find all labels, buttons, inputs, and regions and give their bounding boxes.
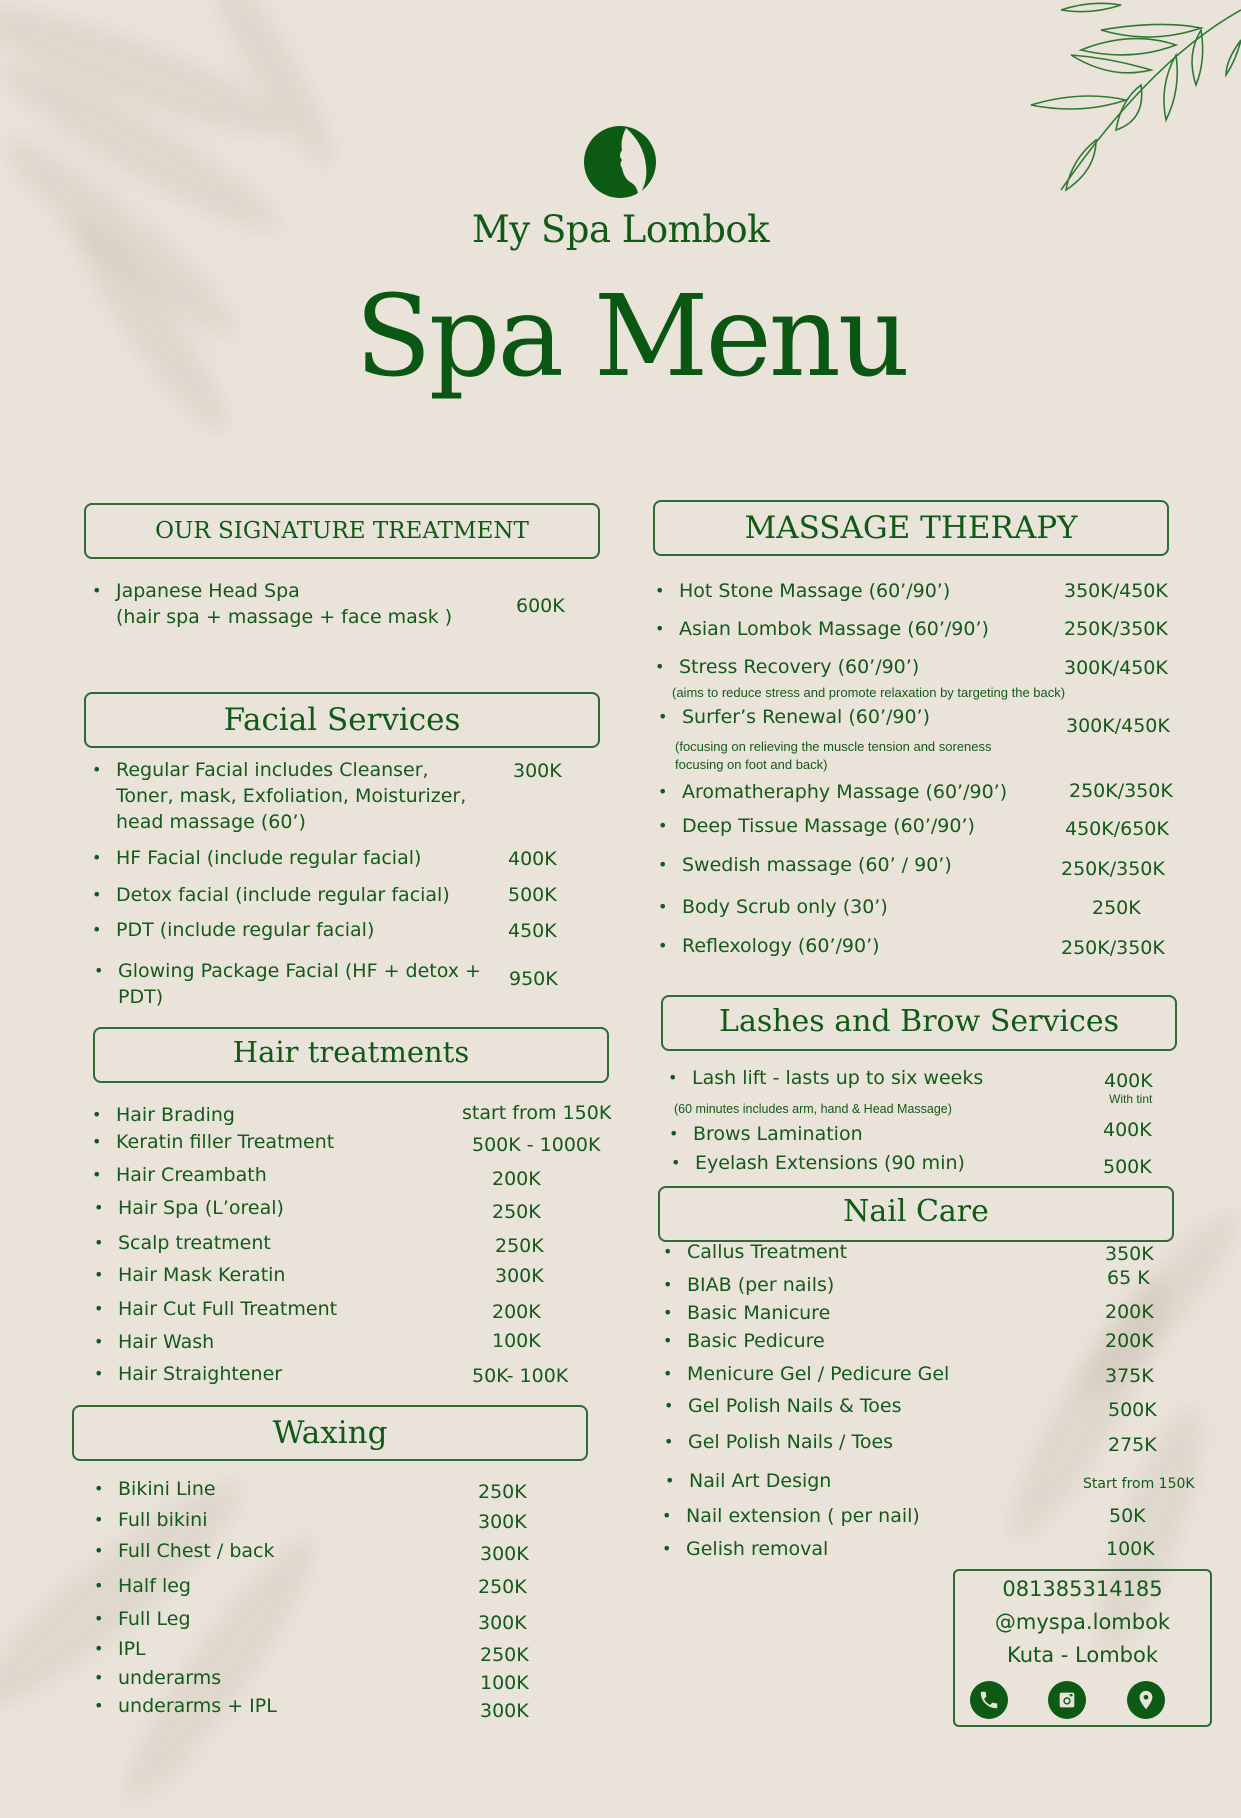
bullet-icon: • bbox=[655, 657, 665, 676]
page-title: Spa Menu bbox=[354, 272, 908, 402]
list-item: • Swedish massage (60’ / 90’) bbox=[658, 854, 952, 876]
contact-box bbox=[953, 1569, 1212, 1727]
price: 250K bbox=[1092, 897, 1141, 919]
list-item: • Asian Lombok Massage (60’/90’) bbox=[655, 618, 989, 640]
list-item: • Gel Polish Nails / Toes bbox=[664, 1431, 894, 1453]
list-item: • underarms bbox=[94, 1667, 222, 1689]
list-item: • Gel Polish Nails & Toes bbox=[664, 1395, 902, 1417]
bullet-icon: • bbox=[94, 1696, 104, 1715]
list-item: • Reflexology (60’/90’) bbox=[658, 935, 880, 957]
price: 200K bbox=[492, 1168, 541, 1190]
price: 250K bbox=[478, 1481, 527, 1503]
price: 250K bbox=[492, 1201, 541, 1223]
list-item: • Hair Brading bbox=[92, 1104, 235, 1126]
section-header-signature: OUR SIGNATURE TREATMENT bbox=[84, 503, 600, 559]
list-item: • Callus Treatment bbox=[663, 1241, 848, 1263]
price: 400K bbox=[508, 848, 557, 870]
brand-name: My Spa Lombok bbox=[471, 208, 770, 251]
price: 450K bbox=[508, 920, 557, 942]
section-header-hair: Hair treatments bbox=[93, 1027, 609, 1083]
price-note: With tint bbox=[1109, 1092, 1153, 1106]
bullet-icon: • bbox=[94, 1233, 104, 1252]
bullet-icon: • bbox=[94, 1265, 104, 1284]
section-header-waxing: Waxing bbox=[72, 1405, 588, 1461]
leaf-branch-icon bbox=[1001, 0, 1241, 200]
list-item: • Detox facial (include regular facial) bbox=[92, 884, 450, 906]
price: 50K bbox=[1109, 1505, 1146, 1527]
bullet-icon: • bbox=[663, 1275, 673, 1294]
price: 275K bbox=[1108, 1434, 1157, 1456]
list-item: • Basic Pedicure bbox=[663, 1330, 825, 1352]
list-item: • Half leg bbox=[94, 1575, 191, 1597]
price: Start from 150K bbox=[1083, 1476, 1195, 1492]
price: 300K bbox=[478, 1612, 527, 1634]
list-item: • Nail extension ( per nail) bbox=[662, 1505, 920, 1527]
bullet-icon: • bbox=[94, 1198, 104, 1217]
bullet-icon: • bbox=[669, 1124, 679, 1143]
list-item: • HF Facial (include regular facial) bbox=[92, 847, 422, 869]
bullet-icon: • bbox=[92, 1132, 102, 1151]
instagram-icon[interactable] bbox=[1048, 1681, 1086, 1719]
bullet-icon: • bbox=[92, 760, 102, 779]
price: 375K bbox=[1105, 1365, 1154, 1387]
price: 250K/350K bbox=[1061, 937, 1165, 959]
list-item: • Stress Recovery (60’/90’) bbox=[655, 656, 920, 678]
list-item: • Hair Straightener bbox=[94, 1363, 283, 1385]
bullet-icon: • bbox=[94, 1639, 104, 1658]
bullet-icon: • bbox=[658, 816, 668, 835]
list-item: • Deep Tissue Massage (60’/90’) bbox=[658, 815, 975, 837]
list-item: • Lash lift - lasts up to six weeks bbox=[668, 1067, 984, 1089]
item-note: (60 minutes includes arm, hand & Head Massage) bbox=[674, 1102, 952, 1116]
bullet-icon: • bbox=[92, 885, 102, 904]
list-item: • Body Scrub only (30’) bbox=[658, 896, 888, 918]
bullet-icon: • bbox=[671, 1153, 681, 1172]
price: 500K bbox=[508, 884, 557, 906]
bullet-icon: • bbox=[94, 1541, 104, 1560]
list-item: • Hair Wash bbox=[94, 1331, 215, 1353]
phone-icon[interactable] bbox=[970, 1681, 1008, 1719]
bullet-icon: • bbox=[655, 619, 665, 638]
list-item: • Nail Art Design bbox=[665, 1470, 832, 1492]
list-item: • Brows Lamination bbox=[669, 1123, 863, 1145]
bullet-icon: • bbox=[92, 920, 102, 939]
bullet-icon: • bbox=[658, 936, 668, 955]
list-item: • PDT (include regular facial) bbox=[92, 919, 375, 941]
price: 250K/350K bbox=[1069, 780, 1173, 802]
price: 250K/350K bbox=[1064, 618, 1168, 640]
price: 350K/450K bbox=[1064, 580, 1168, 602]
price: 65 K bbox=[1107, 1267, 1150, 1289]
item-note: (focusing on relieving the muscle tension and soreness focusing on foot and back) bbox=[675, 739, 992, 772]
list-item: • Gelish removal bbox=[662, 1538, 829, 1560]
price: 300K bbox=[480, 1700, 529, 1722]
price: 250K bbox=[478, 1576, 527, 1598]
bullet-icon: • bbox=[664, 1396, 674, 1415]
price: 300K bbox=[478, 1511, 527, 1533]
bullet-icon: • bbox=[94, 1332, 104, 1351]
price: 500K bbox=[1103, 1156, 1152, 1178]
price: 250K bbox=[495, 1235, 544, 1257]
bullet-icon: • bbox=[94, 1510, 104, 1529]
bullet-icon: • bbox=[658, 782, 668, 801]
bullet-icon: • bbox=[92, 1105, 102, 1124]
bullet-icon: • bbox=[668, 1068, 678, 1087]
price: 600K bbox=[516, 595, 565, 617]
list-item: • Scalp treatment bbox=[94, 1232, 271, 1254]
price: 450K/650K bbox=[1065, 818, 1169, 840]
price: 200K bbox=[1105, 1330, 1154, 1352]
bullet-icon: • bbox=[664, 1432, 674, 1451]
list-item: • Full bikini bbox=[94, 1509, 208, 1531]
bullet-icon: • bbox=[658, 707, 668, 726]
section-header-massage: MASSAGE THERAPY bbox=[653, 500, 1169, 556]
instagram-handle[interactable]: @myspa.lombok bbox=[994, 1610, 1171, 1634]
bullet-icon: • bbox=[663, 1242, 673, 1261]
list-item: • Bikini Line bbox=[94, 1478, 216, 1500]
price: 300K/450K bbox=[1066, 715, 1170, 737]
price: 100K bbox=[1106, 1538, 1155, 1560]
price: 300K bbox=[513, 760, 562, 782]
location-text: Kuta - Lombok bbox=[1006, 1643, 1159, 1667]
list-item: • IPL bbox=[94, 1638, 146, 1660]
price: 250K/350K bbox=[1061, 858, 1165, 880]
list-item: • BIAB (per nails) bbox=[663, 1274, 835, 1296]
location-pin-icon[interactable] bbox=[1127, 1681, 1165, 1719]
list-item: • Menicure Gel / Pedicure Gel bbox=[663, 1363, 950, 1385]
bullet-icon: • bbox=[94, 1479, 104, 1498]
bullet-icon: • bbox=[92, 1165, 102, 1184]
list-item: • Hair Creambath bbox=[92, 1164, 267, 1186]
bullet-icon: • bbox=[94, 961, 104, 980]
list-item: • Hair Spa (L’oreal) bbox=[94, 1197, 284, 1219]
list-item: • Hot Stone Massage (60’/90’) bbox=[655, 580, 951, 602]
list-item: • Eyelash Extensions (90 min) bbox=[671, 1152, 965, 1174]
list-item: • underarms + IPL bbox=[94, 1695, 277, 1717]
section-header-lashes: Lashes and Brow Services bbox=[661, 995, 1177, 1051]
bullet-icon: • bbox=[663, 1364, 673, 1383]
bullet-icon: • bbox=[663, 1303, 673, 1322]
price: 350K bbox=[1105, 1243, 1154, 1265]
bullet-icon: • bbox=[658, 897, 668, 916]
price: 200K bbox=[492, 1301, 541, 1323]
item-note: (aims to reduce stress and promote relaxation by targeting the back) bbox=[672, 685, 1066, 700]
price: 100K bbox=[480, 1672, 529, 1694]
price: 500K bbox=[1108, 1399, 1157, 1421]
bullet-icon: • bbox=[662, 1506, 672, 1525]
price: start from 150K bbox=[462, 1102, 612, 1124]
woman-face-silhouette-icon bbox=[584, 126, 656, 198]
price: 200K bbox=[1105, 1301, 1154, 1323]
list-item: • Full Leg bbox=[94, 1608, 191, 1630]
list-item: • Aromatheraphy Massage (60’/90’) bbox=[658, 781, 1008, 803]
price: 400K bbox=[1103, 1119, 1152, 1141]
price: 950K bbox=[509, 968, 558, 990]
price: 250K bbox=[480, 1644, 529, 1666]
phone-number[interactable]: 081385314185 bbox=[1002, 1577, 1163, 1601]
list-item: • Surfer’s Renewal (60’/90’) bbox=[658, 706, 931, 728]
list-item: • Hair Mask Keratin bbox=[94, 1264, 286, 1286]
list-item: • Hair Cut Full Treatment bbox=[94, 1298, 338, 1320]
section-header-nails: Nail Care bbox=[658, 1186, 1174, 1242]
list-item: • Regular Facial includes Cleanser, Toner, mask, Exfoliation, Moisturizer, head massage (60’) bbox=[92, 759, 467, 833]
bullet-icon: • bbox=[662, 1539, 672, 1558]
list-item: • Full Chest / back bbox=[94, 1540, 275, 1562]
bullet-icon: • bbox=[658, 855, 668, 874]
bullet-icon: • bbox=[92, 581, 102, 600]
price: 300K bbox=[495, 1265, 544, 1287]
price: 50K- 100K bbox=[472, 1365, 569, 1387]
price: 300K/450K bbox=[1064, 657, 1168, 679]
bullet-icon: • bbox=[94, 1364, 104, 1383]
bullet-icon: • bbox=[94, 1299, 104, 1318]
price: 300K bbox=[480, 1543, 529, 1565]
bullet-icon: • bbox=[665, 1471, 675, 1490]
bullet-icon: • bbox=[663, 1331, 673, 1350]
price: 100K bbox=[492, 1330, 541, 1352]
bullet-icon: • bbox=[94, 1576, 104, 1595]
bullet-icon: • bbox=[92, 848, 102, 867]
list-item: • Glowing Package Facial (HF + detox + PDT) bbox=[94, 960, 481, 1008]
bullet-icon: • bbox=[655, 581, 665, 600]
bullet-icon: • bbox=[94, 1668, 104, 1687]
list-item: • Keratin filler Treatment bbox=[92, 1131, 335, 1153]
price: 400K bbox=[1104, 1070, 1153, 1092]
section-header-facial: Facial Services bbox=[84, 692, 600, 748]
list-item: • Basic Manicure bbox=[663, 1302, 831, 1324]
price: 500K - 1000K bbox=[472, 1134, 601, 1156]
bullet-icon: • bbox=[94, 1609, 104, 1628]
list-item: • Japanese Head Spa (hair spa + massage + face mask ) bbox=[92, 580, 453, 628]
